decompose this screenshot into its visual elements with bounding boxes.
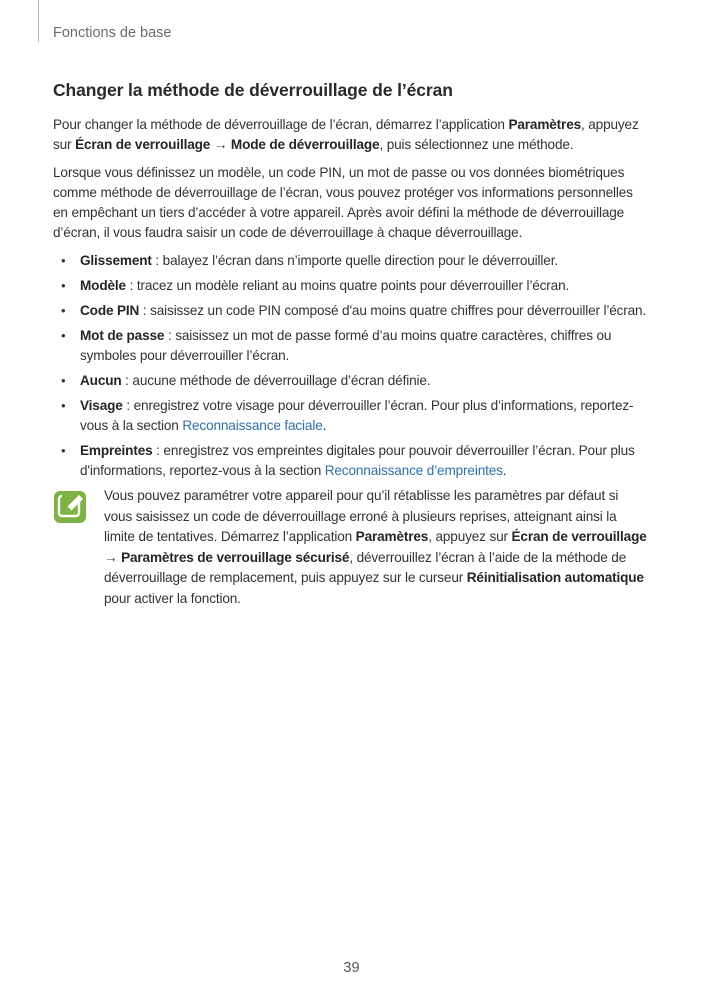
list-item: • Modèle : tracez un modèle reliant au moins quatre points pour déverrouiller l’écran. [53, 276, 649, 296]
list-item: • Empreintes : enregistrez vos empreintes digitales pour pouvoir déverrouiller l’écran. Pour plus d'informations, reportez-vous à la section Reconnaissance d’empreintes. [61, 443, 635, 478]
list-item: • Visage : enregistrez votre visage pour déverrouiller l’écran. Pour plus d’informations, reportez-vous à la section Reconnaissance faciale. [61, 398, 634, 433]
bullet-icon: • [61, 253, 66, 268]
fingerprint-recognition-link[interactable]: Reconnaissance d’empreintes [324, 463, 503, 478]
unlock-method-list [53, 251, 649, 481]
bullet-icon: • [61, 303, 66, 318]
list-item: • Code PIN : saisissez un code PIN composé d'au moins quatre chiffres pour déverrouiller l’écran. [53, 301, 649, 321]
section-title: Changer la méthode de déverrouillage de l’écran [53, 80, 453, 100]
bullet-icon: • [61, 278, 66, 293]
page-number: 39 [343, 960, 360, 976]
running-header: Fonctions de base [53, 25, 172, 41]
main-content [53, 80, 649, 609]
note-box [53, 486, 649, 609]
bullet-icon: • [61, 443, 66, 458]
bullet-icon: • [61, 398, 66, 413]
bullet-icon: • [61, 328, 66, 343]
margin-rule [38, 0, 39, 42]
list-item: • Aucun : aucune méthode de déverrouillage d’écran définie. [53, 371, 649, 391]
list-item: • Mot de passe : saisissez un mot de passe formé d’au moins quatre caractères, chiffres ou symboles pour déverrouiller l’écran. [61, 328, 612, 363]
note-text: Vous pouvez paramétrer votre appareil pour qu’il rétablisse les paramètres par défaut si vous saisissez un code de déverrouillage erroné à plusieurs reprises, atteignant ainsi la limite de tentatives. Démarrez l’application Paramètres, appuyez sur Écran de verrouillage → Paramètres de verrouillage sécurisé, déverrouillez l’écran à l’aide de la méthode de déverrouillage de remplacement, puis appuyez sur le curseur Réinitialisation automatique pour activer la fonction. [104, 488, 647, 606]
bullet-icon: • [61, 373, 66, 388]
list-item: • Glissement : balayez l’écran dans n’importe quelle direction pour le déverrouiller. [53, 251, 649, 271]
note-pencil-icon [53, 490, 87, 524]
intro-paragraph: Pour changer la méthode de déverrouillage de l’écran, démarrez l’application Paramètres, appuyez sur Écran de verrouillage → Mode de déverrouillage, puis sélectionnez une méthode. [53, 117, 639, 152]
description-paragraph: Lorsque vous définissez un modèle, un code PIN, un mot de passe ou vos données biométriques comme méthode de déverrouillage de l’écran, vous pouvez protéger vos informations personnelles en empêchant un tiers d’accéder à votre appareil. Après avoir défini la méthode de déverrouillage d’écran, il vous faudra saisir un code de déverrouillage à chaque déverrouillage. [53, 165, 633, 240]
face-recognition-link[interactable]: Reconnaissance faciale [182, 418, 323, 433]
